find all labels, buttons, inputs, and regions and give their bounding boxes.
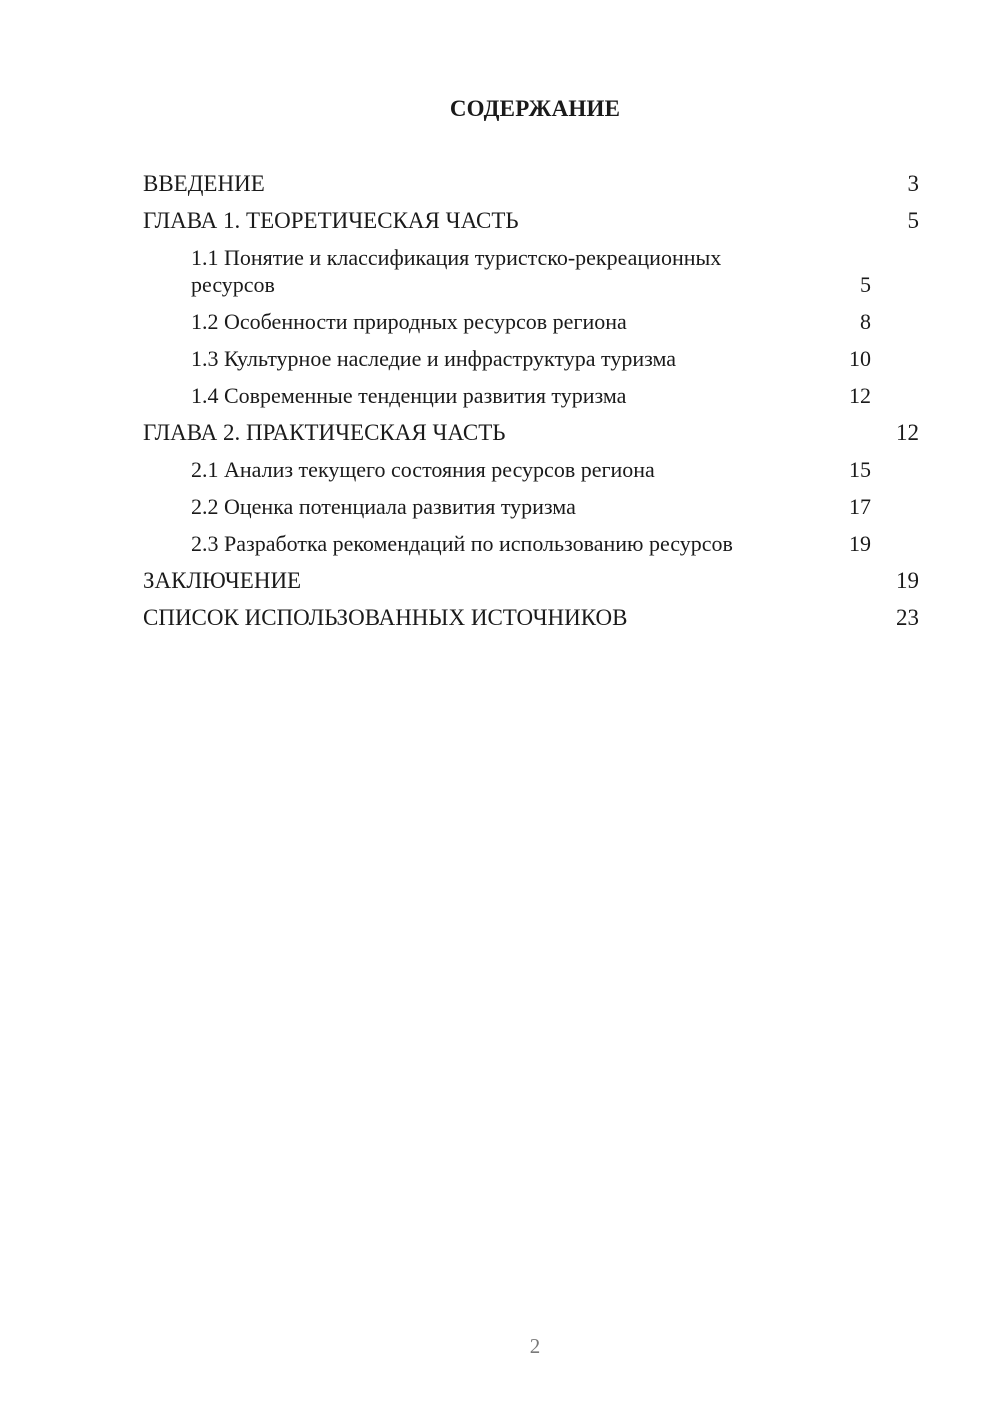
toc-entry-page: 5 <box>860 272 871 297</box>
toc-entry-page: 3 <box>907 171 919 196</box>
toc-entry-text: ЗАКЛЮЧЕНИЕ <box>143 568 302 593</box>
page-number: 2 <box>529 1334 541 1358</box>
toc-entry-page: 19 <box>896 568 919 593</box>
toc-entry-text: 1.4 Современные тенденции развития туризма <box>191 383 627 408</box>
toc-entry-page: 12 <box>896 420 919 445</box>
toc-entry-text: ГЛАВА 1. ТЕОРЕТИЧЕСКАЯ ЧАСТЬ <box>143 208 519 233</box>
toc-entry-section-1-3 <box>143 345 919 372</box>
toc-entry-text: 2.2 Оценка потенциала развития туризма <box>191 494 576 519</box>
toc-entry-page: 15 <box>849 457 871 482</box>
toc-entry-text: 2.1 Анализ текущего состояния ресурсов региона <box>191 457 655 482</box>
toc-entry-text: 1.1 Понятие и классификация туристско-рекреационных ресурсов <box>191 245 722 297</box>
toc-entry-page: 23 <box>896 605 919 630</box>
toc-entry-page: 10 <box>849 346 871 371</box>
toc-entry-text: СПИСОК ИСПОЛЬЗОВАННЫХ ИСТОЧНИКОВ <box>143 605 628 630</box>
toc-entry-introduction <box>143 170 919 197</box>
toc-entry-section-2-1 <box>143 456 919 483</box>
toc-entry-chapter-2 <box>143 419 919 446</box>
toc-entry-page: 19 <box>849 531 871 556</box>
table-of-contents <box>143 170 919 641</box>
toc-entry-conclusion <box>143 567 919 594</box>
toc-entry-text: ГЛАВА 2. ПРАКТИЧЕСКАЯ ЧАСТЬ <box>143 420 506 445</box>
toc-entry-section-1-2 <box>143 308 919 335</box>
toc-entry-references <box>143 604 919 631</box>
toc-entry-section-1-4 <box>143 382 919 409</box>
toc-entry-section-1-1 <box>143 244 919 298</box>
toc-entry-chapter-1 <box>143 207 919 234</box>
toc-entry-section-2-2 <box>143 493 919 520</box>
toc-entry-page: 17 <box>849 494 871 519</box>
toc-entry-page: 12 <box>849 383 871 408</box>
toc-entry-text: ВВЕДЕНИЕ <box>143 171 265 196</box>
toc-title: СОДЕРЖАНИЕ <box>449 96 621 121</box>
toc-entry-page: 5 <box>907 208 919 233</box>
toc-entry-text: 1.3 Культурное наследие и инфраструктура туризма <box>191 346 677 371</box>
toc-entry-page: 8 <box>860 309 871 334</box>
toc-entry-section-2-3 <box>143 530 919 557</box>
toc-entry-text: 1.2 Особенности природных ресурсов региона <box>191 309 627 334</box>
toc-entry-text: 2.3 Разработка рекомендаций по использованию ресурсов <box>191 531 733 556</box>
